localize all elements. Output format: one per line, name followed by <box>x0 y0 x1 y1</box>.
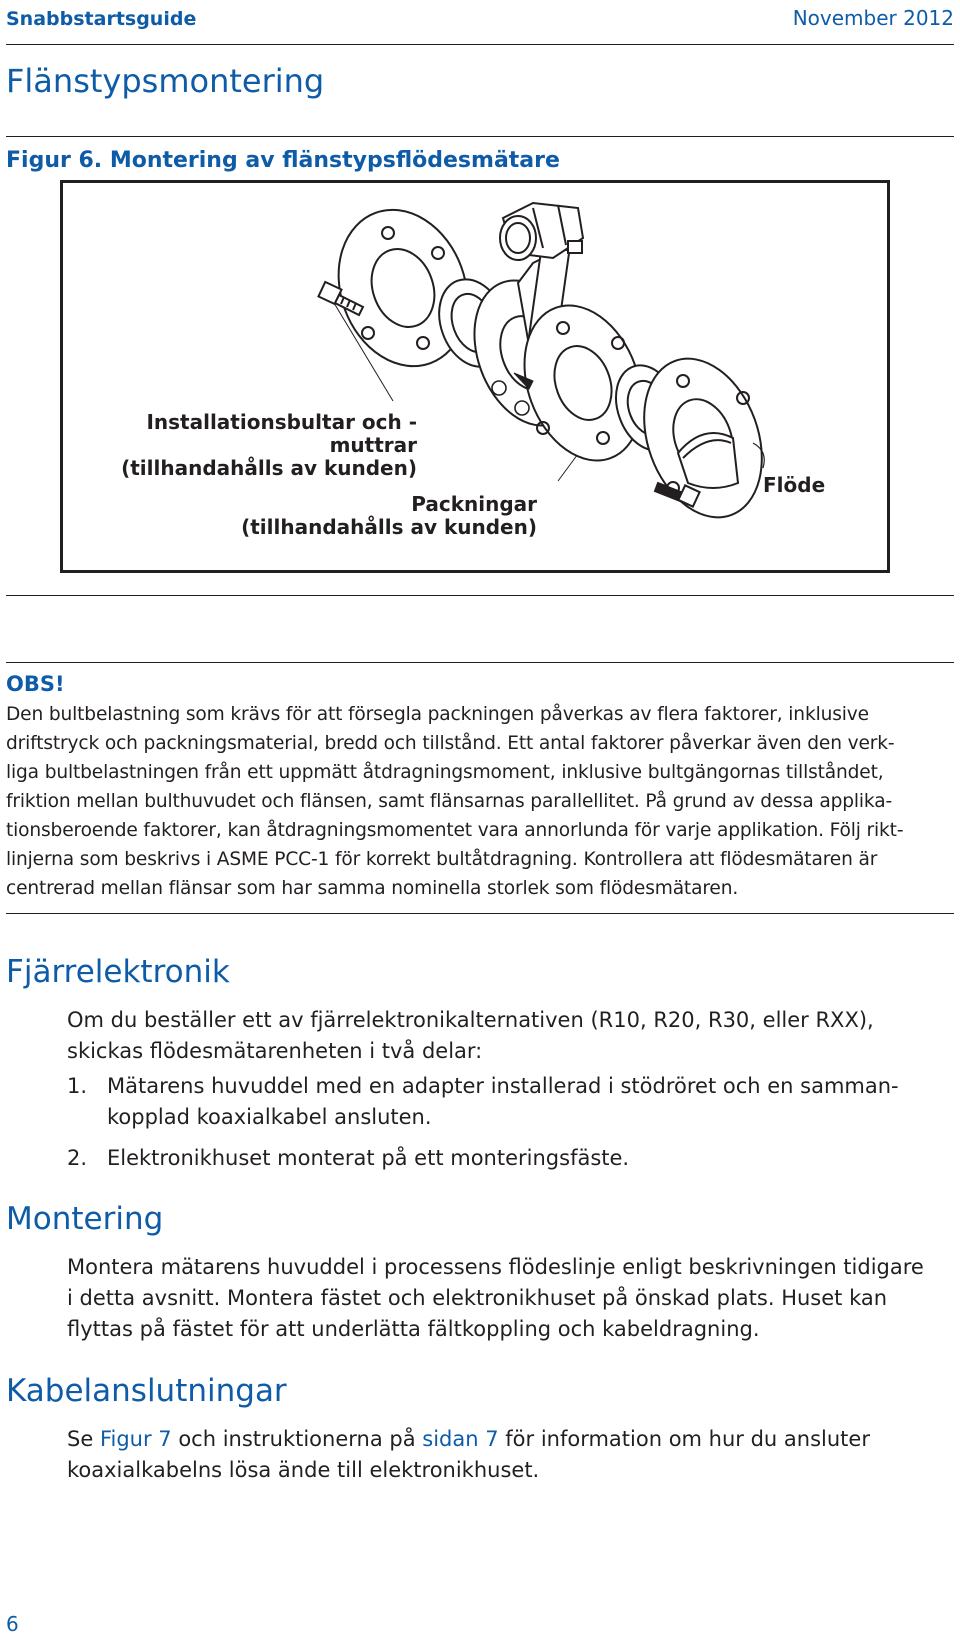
list-item-line: kopplad koaxialkabel ansluten. <box>107 1105 432 1129</box>
note-line: tionsberoende faktorer, kan åtdragningsmomentet vara annorlunda för varje applikation. Följ rikt- <box>6 820 904 841</box>
mounting-line: i detta avsnitt. Montera fästet och elektronikhuset på önskad plats. Huset kan <box>67 1286 888 1310</box>
section-divider <box>6 136 954 137</box>
figure-frame <box>60 180 890 573</box>
label-gaskets-line1: Packningar <box>411 492 537 516</box>
note-bottom-divider <box>6 913 954 914</box>
link-page-7[interactable]: sidan 7 <box>422 1427 499 1451</box>
list-item-line: Mätarens huvuddel med en adapter installerad i stödröret och en samman- <box>107 1074 899 1098</box>
note-line: Den bultbelastning som krävs för att försegla packningen påverkas av flera faktorer, inklusive <box>6 704 869 725</box>
note-top-divider <box>6 662 954 663</box>
list-item-line: Elektronikhuset monterat på ett monteringsfäste. <box>107 1146 630 1170</box>
note-line: liga bultbelastningen från ett uppmätt åtdragningsmoment, inklusive bultgängornas tillståndet, <box>6 762 884 783</box>
section-title-mounting: Montering <box>6 1201 164 1237</box>
cable-text-part: och instruktionerna på <box>171 1427 423 1451</box>
label-flow: Flöde <box>763 473 826 497</box>
cable-text <box>67 1424 870 1486</box>
cable-text-part: för information om hur du ansluter <box>498 1427 870 1451</box>
section-title-remote-electronics: Fjärrelektronik <box>6 954 230 990</box>
label-installation-bolts <box>63 411 417 480</box>
header-guide-title: Snabbstartsguide <box>6 8 197 30</box>
figure-caption: Figur 6. Montering av flänstypsflödesmätare <box>6 148 560 173</box>
list-item-number: 2. <box>67 1146 88 1170</box>
remote-intro <box>67 1005 874 1067</box>
link-figure-7[interactable]: Figur 7 <box>99 1427 172 1451</box>
mounting-line: Montera mätarens huvuddel i processens flödeslinje enligt beskrivningen tidigare <box>67 1255 924 1279</box>
note-line: linjerna som beskrivs i ASME PCC-1 för korrekt bultåtdragning. Kontrollera att flödesmätaren är <box>6 849 878 870</box>
label-bolts-line1: Installationsbultar och -muttrar <box>146 410 417 457</box>
label-gaskets-line2: (tillhandahålls av kunden) <box>241 515 537 539</box>
note-title: OBS! <box>6 672 65 696</box>
remote-intro-line: skickas flödesmätarenheten i två delar: <box>67 1039 483 1063</box>
label-gaskets <box>241 493 537 539</box>
note-line: driftstryck och packningsmaterial, bredd och tillstånd. Ett antal faktorer påverkar även den verk- <box>6 733 895 754</box>
figure-divider <box>6 595 954 596</box>
section-title-flange-mounting: Flänstypsmontering <box>6 62 325 100</box>
mounting-text <box>67 1252 924 1345</box>
header-divider <box>6 44 954 45</box>
page-number: 6 <box>6 1612 19 1636</box>
remote-intro-line: Om du beställer ett av fjärrelektronikalternativen (R10, R20, R30, eller RXX), <box>67 1008 874 1032</box>
cable-line-2: koaxialkabelns lösa ände till elektronikhuset. <box>67 1458 540 1482</box>
label-bolts-line2: (tillhandahålls av kunden) <box>121 456 417 480</box>
cable-line-1 <box>67 1424 870 1455</box>
cable-text-part: Se <box>67 1427 100 1451</box>
section-title-cable-connections: Kabelanslutningar <box>6 1373 287 1409</box>
note-text <box>6 700 954 903</box>
mounting-line: flyttas på fästet för att underlätta fältkoppling och kabeldragning. <box>67 1317 760 1341</box>
list-item-number: 1. <box>67 1074 88 1098</box>
note-line: centrerad mellan flänsar som har samma nominella storlek som flödesmätaren. <box>6 878 739 899</box>
header-date: November 2012 <box>792 6 954 30</box>
note-line: friktion mellan bulthuvudet och flänsen, samt flänsarnas parallellitet. På grund av dessa applika- <box>6 791 893 812</box>
